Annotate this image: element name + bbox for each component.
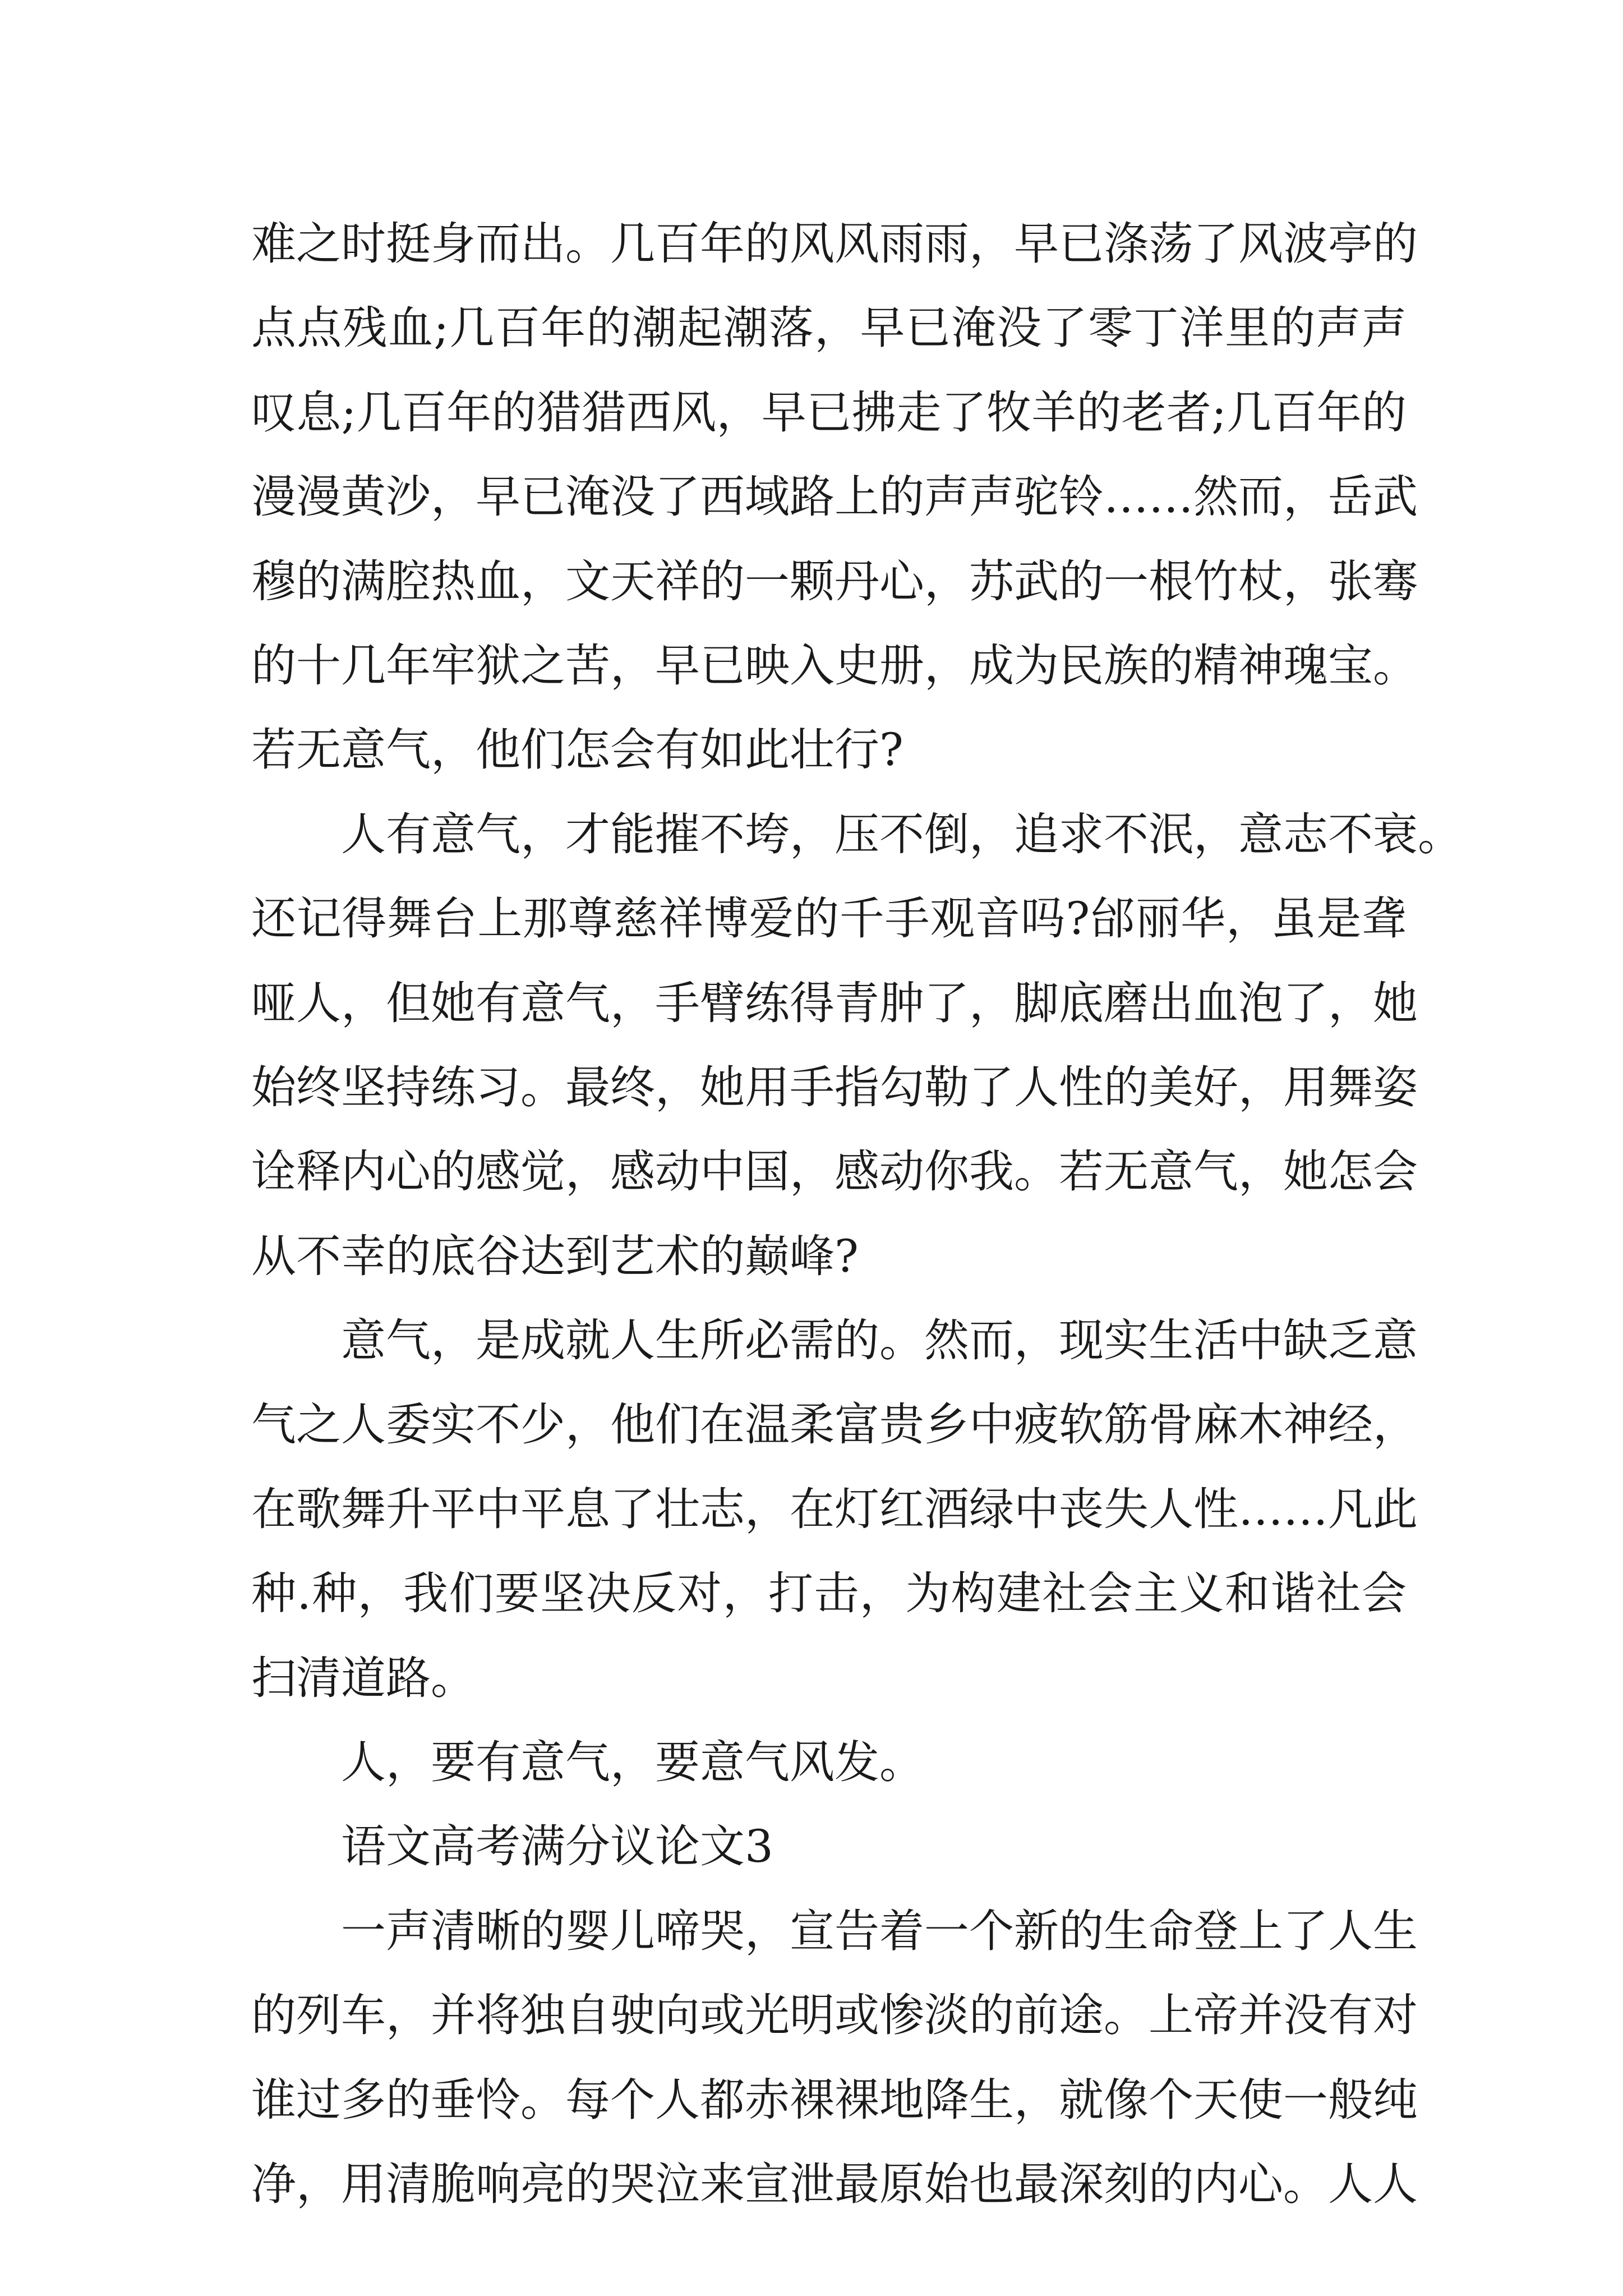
text-line: 净，用清脆响亮的哭泣来宣泄最原始也最深刻的内心。人人 xyxy=(251,2157,1418,2210)
text-line: 在歌舞升平中平息了壮志，在灯红酒绿中丧失人性……凡此 xyxy=(251,1483,1418,1535)
text-line: 难之时挺身而出。几百年的风风雨雨，早已涤荡了风波亭的 xyxy=(251,218,1418,270)
text-line: 从不幸的底谷达到艺术的巅峰? xyxy=(251,1230,859,1282)
text-line: 哑人，但她有意气，手臂练得青肿了，脚底磨出血泡了，她 xyxy=(251,977,1418,1029)
paragraph-first-line: 人，要有意气，要意气风发。 xyxy=(341,1736,924,1789)
text-line: 点点残血;几百年的潮起潮落，早已淹没了零丁洋里的声声 xyxy=(251,302,1407,355)
text-line: 扫清道路。 xyxy=(251,1651,476,1704)
text-line: 种.种，我们要坚决反对，打击，为构建社会主义和谐社会 xyxy=(251,1567,1407,1620)
paragraph-first-line: 人有意气，才能摧不垮，压不倒，追求不泯，意志不衰。 xyxy=(341,808,1463,861)
text-line: 漫漫黄沙，早已淹没了西域路上的声声驼铃……然而，岳武 xyxy=(251,471,1418,523)
text-line: 叹息;几百年的猎猎西风，早已拂走了牧羊的老者;几百年的 xyxy=(251,386,1407,439)
text-line: 若无意气，他们怎会有如此壮行? xyxy=(251,724,903,776)
text-line: 穆的满腔热血，文天祥的一颗丹心，苏武的一根竹杖，张骞 xyxy=(251,555,1418,608)
paragraph-first-line: 意气，是成就人生所必需的。然而，现实生活中缺乏意 xyxy=(341,1314,1418,1367)
text-line: 气之人委实不少，他们在温柔富贵乡中疲软筋骨麻木神经， xyxy=(251,1398,1418,1451)
text-line: 始终坚持练习。最终，她用手指勾勒了人性的美好，用舞姿 xyxy=(251,1061,1418,1114)
text-line: 的十几年牢狱之苦，早已映入史册，成为民族的精神瑰宝。 xyxy=(251,639,1418,692)
document-body xyxy=(251,202,1463,2226)
paragraph-first-line: 一声清晰的婴儿啼哭，宣告着一个新的生命登上了人生 xyxy=(341,1904,1418,1957)
text-line: 谁过多的垂怜。每个人都赤裸裸地降生，就像个天使一般纯 xyxy=(251,2073,1418,2126)
text-line: 诠释内心的感觉，感动中国，感动你我。若无意气，她怎会 xyxy=(251,1145,1418,1198)
text-line: 还记得舞台上那尊慈祥博爱的千手观音吗?邰丽华，虽是聋 xyxy=(251,892,1407,945)
section-heading: 语文高考满分议论文3 xyxy=(341,1820,773,1873)
text-line: 的列车，并将独自驶向或光明或惨淡的前途。上帝并没有对 xyxy=(251,1989,1418,2042)
